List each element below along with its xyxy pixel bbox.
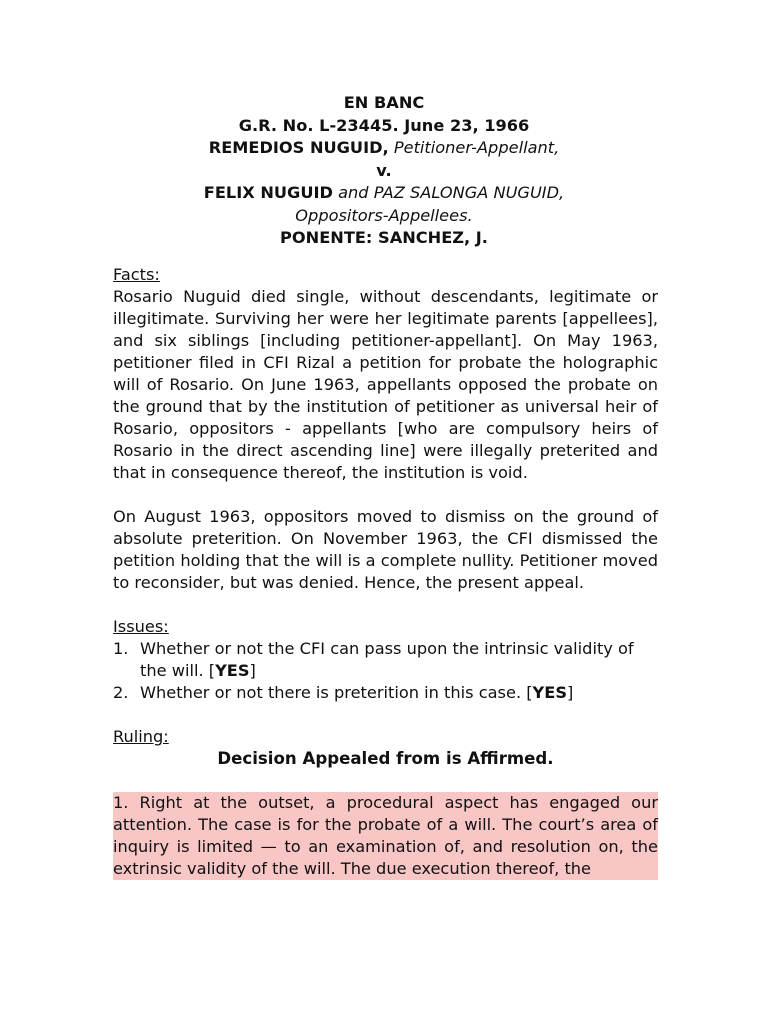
- highlighted-text: Right at the outset, a procedural aspect has engaged our attention. The case is for the probate of a will. The court’s area of inquiry is limited — to an examination of, and resolution on, the extrinsic validity of the will. The due execution thereof, the: [113, 793, 659, 878]
- issue-close: ]: [249, 661, 256, 680]
- issue-item: [113, 638, 658, 682]
- issue-item: [113, 682, 658, 704]
- versus: v.: [376, 160, 392, 180]
- issue-number: 1.: [113, 639, 129, 658]
- document-body: [113, 264, 658, 880]
- issue-text: Whether or not the CFI can pass upon the intrinsic validity of the will. [: [140, 639, 634, 680]
- case-header: [0, 92, 768, 250]
- petitioner-name: REMEDIOS NUGUID,: [208, 138, 389, 157]
- issue-answer: YES: [215, 661, 250, 680]
- ruling-paragraph-1: [113, 792, 658, 880]
- respondent-name: FELIX NUGUID: [203, 183, 333, 202]
- ruling-point-number: 1.: [113, 793, 129, 812]
- respondent-rest: and PAZ SALONGA NUGUID,: [338, 183, 565, 202]
- issue-text: Whether or not there is preterition in this case. [: [140, 683, 533, 702]
- facts-paragraph-1: Rosario Nuguid died single, without descendants, legitimate or illegitimate. Surviving her were her legitimate parents [appellees], and six siblings [including petitioner-appellant]. On May 1963, petitioner filed in CFI Rizal a petition for probate the holographic will of Rosario. On June 1963, appellants opposed the probate on the ground that by the institution of petitioner as universal heir of Rosario, oppositors - appellants [who are compulsory heirs of Rosario in the direct ascending line] were illegally preterited and that in consequence thereof, the institution is void.: [113, 287, 658, 482]
- issue-number: 2.: [113, 683, 129, 702]
- issue-answer: YES: [532, 683, 567, 702]
- respondent-role: Oppositors-Appellees.: [295, 205, 473, 225]
- facts-paragraph-2: On August 1963, oppositors moved to dismiss on the ground of absolute preterition. On November 1963, the CFI dismissed the petition holding that the will is a complete nullity. Petitioner moved to reconsider, but was denied. Hence, the present appeal.: [113, 507, 658, 592]
- petitioner-role: Petitioner-Appellant,: [393, 138, 560, 157]
- ruling-heading: Ruling:: [113, 727, 169, 746]
- court-division: EN BANC: [343, 93, 425, 112]
- decision-statement: Decision Appealed from is Affirmed.: [217, 749, 554, 768]
- petitioner-line: [0, 137, 768, 160]
- facts-heading: Facts:: [113, 265, 160, 284]
- issue-close: ]: [567, 683, 574, 702]
- respondent-line: [0, 182, 768, 205]
- issues-heading: Issues:: [113, 617, 169, 636]
- ponente: PONENTE: SANCHEZ, J.: [280, 228, 488, 247]
- case-number: G.R. No. L-23445. June 23, 1966: [238, 115, 530, 135]
